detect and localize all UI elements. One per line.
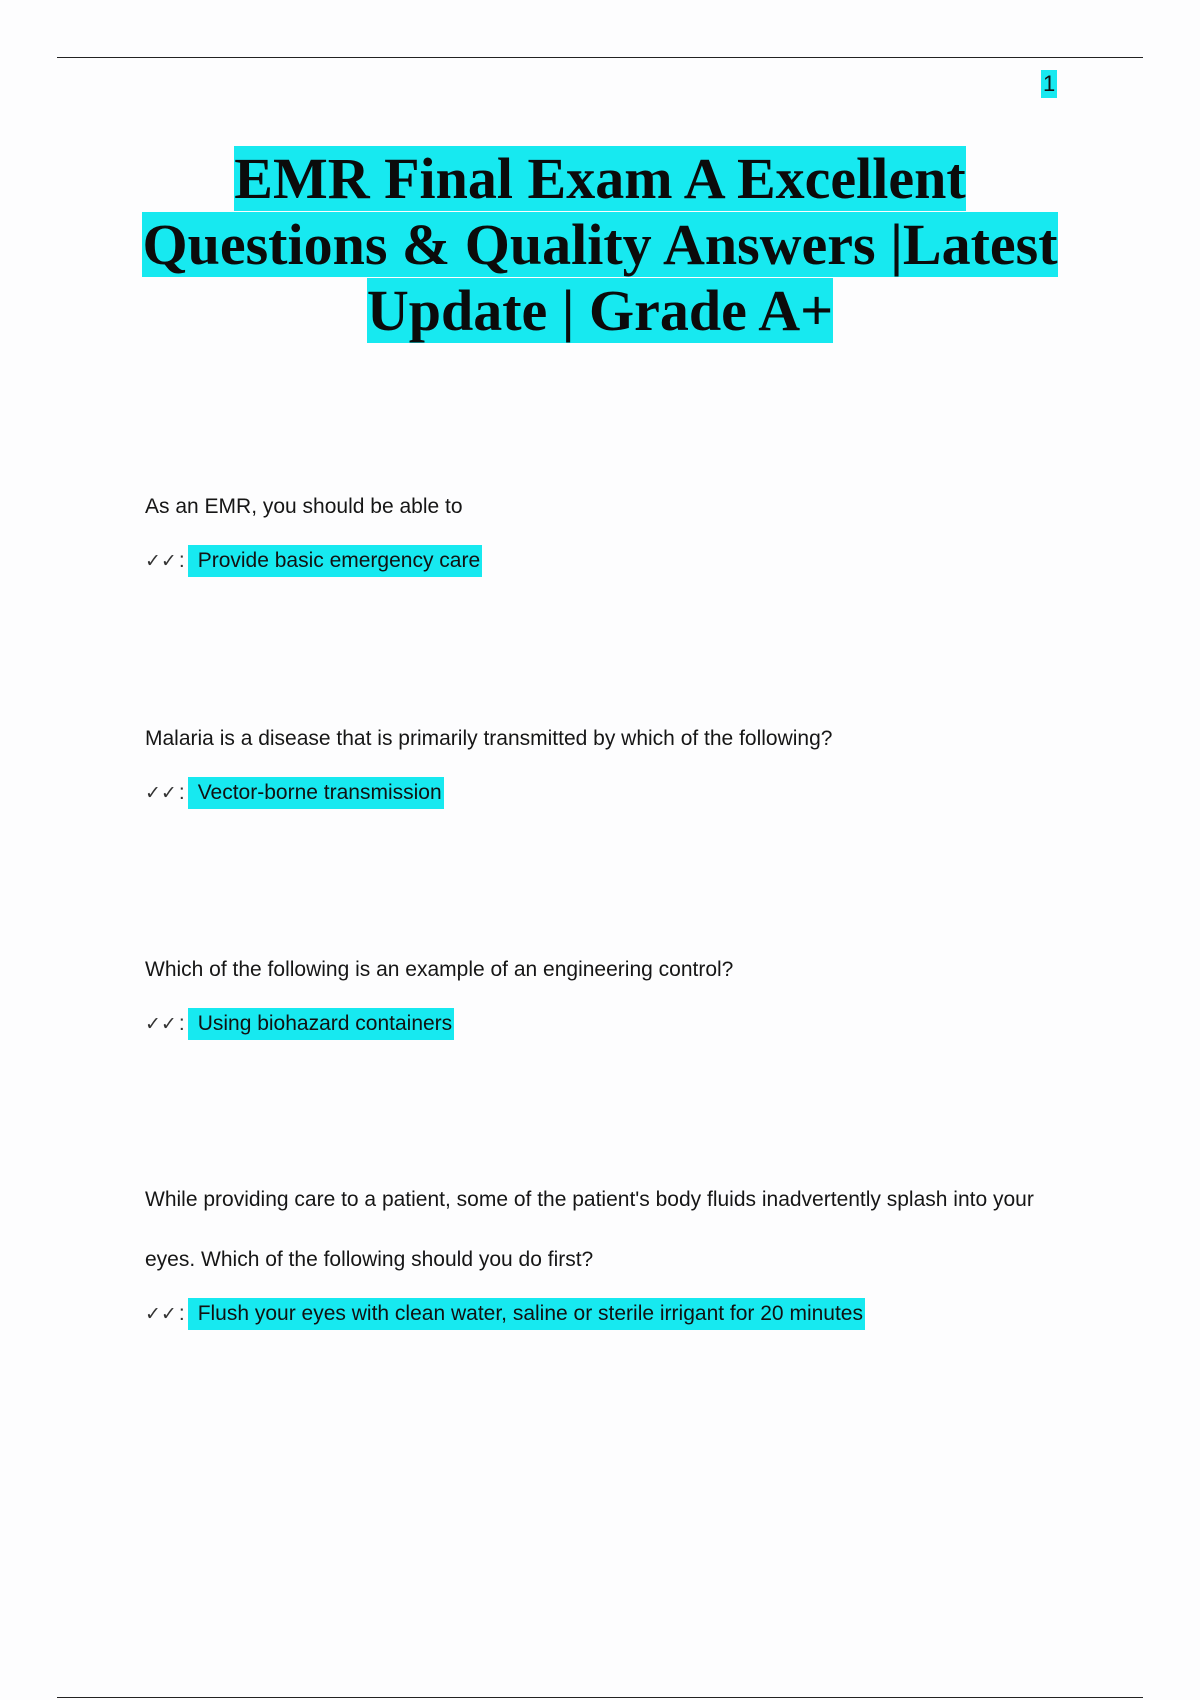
title-line-1: EMR Final Exam A Excellent	[234, 146, 966, 211]
header-rule	[57, 57, 1143, 58]
check-mark-icon: ✓✓	[145, 550, 177, 572]
answer-text: Provide basic emergency care	[188, 545, 482, 577]
check-mark-icon: ✓✓	[145, 1303, 177, 1325]
answer-colon: :	[178, 1302, 185, 1325]
title-line-2: Questions & Quality Answers |Latest	[142, 212, 1058, 277]
check-mark-icon: ✓✓	[145, 782, 177, 804]
qa-item	[145, 477, 1065, 577]
qa-item	[145, 709, 1065, 809]
document-title	[100, 146, 1100, 344]
question-text: As an EMR, you should be able to	[145, 495, 463, 518]
title-line-3: Update | Grade A+	[366, 278, 834, 343]
answer-line	[145, 1008, 1065, 1040]
footer-rule	[57, 1697, 1143, 1698]
question-text: Malaria is a disease that is primarily transmitted by which of the following?	[145, 727, 833, 750]
qa-item	[145, 940, 1065, 1040]
question-text: Which of the following is an example of an engineering control?	[145, 958, 734, 981]
answer-colon: :	[178, 549, 185, 572]
answer-colon: :	[178, 781, 185, 804]
answer-colon: :	[178, 1012, 185, 1035]
question-text: While providing care to a patient, some of the patient's body fluids inadvertently splash into your eyes. Which of the following should you do first?	[145, 1188, 1034, 1271]
answer-line	[145, 777, 1065, 809]
check-mark-icon: ✓✓	[145, 1013, 177, 1035]
answer-text: Using biohazard containers	[188, 1008, 454, 1040]
answer-line	[145, 545, 1065, 577]
answer-text: Vector-borne transmission	[188, 777, 444, 809]
answer-line	[145, 1298, 1065, 1330]
page-number: 1	[1043, 71, 1056, 96]
qa-item	[145, 1170, 1065, 1330]
answer-text: Flush your eyes with clean water, saline or sterile irrigant for 20 minutes	[188, 1298, 865, 1330]
